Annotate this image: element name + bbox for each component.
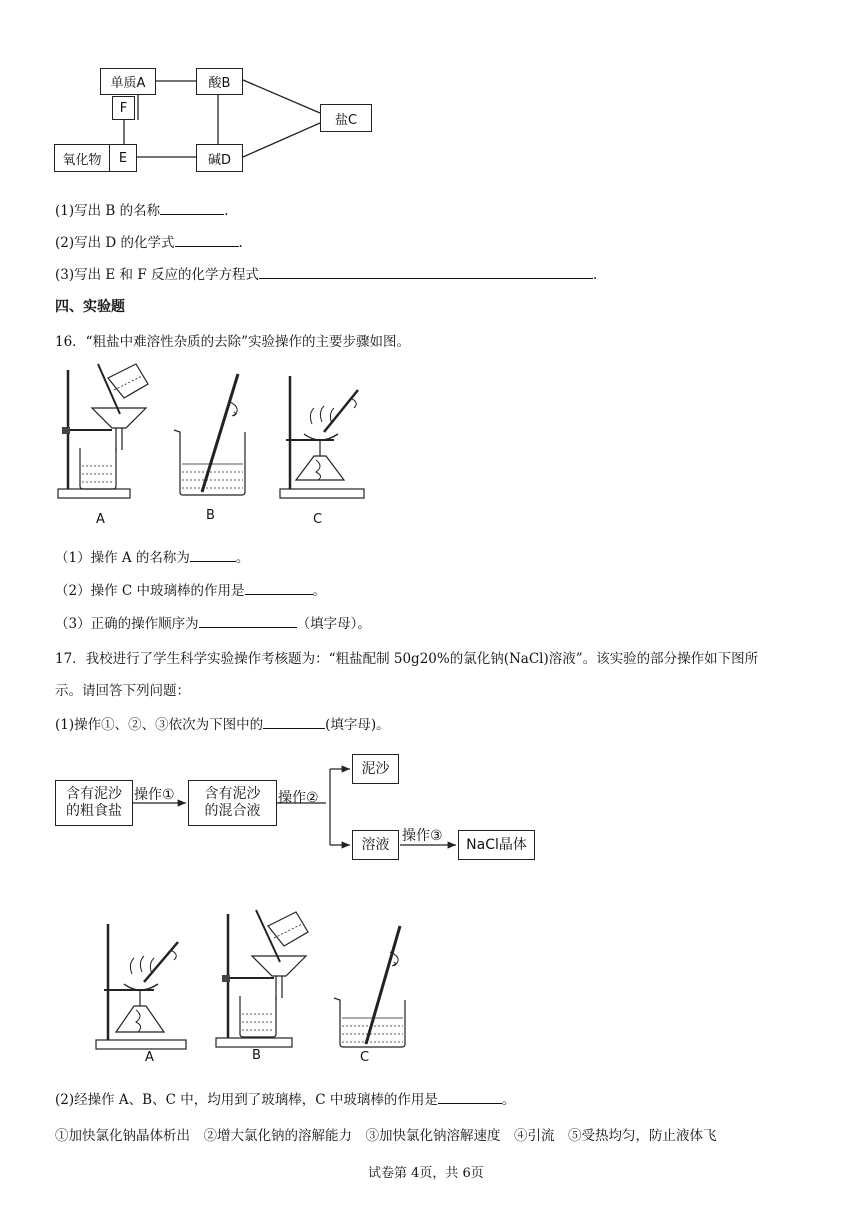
q15-part1-end: . (224, 203, 229, 219)
q16-figure-label-b: B (206, 508, 215, 523)
q17-figure-a-evaporation (92, 910, 202, 1050)
flow-box-crude-salt (55, 780, 133, 826)
q16-figure-label-c: C (313, 512, 323, 527)
box-f: F (112, 96, 135, 120)
q17-part1-text: (1)操作①、②、③依次为下图中的 (55, 717, 264, 733)
flow-op2-label: 操作② (278, 790, 319, 806)
answer-blank[interactable] (438, 1091, 502, 1104)
q17-part2 (55, 1088, 515, 1108)
box-simple-substance-a: 单质A (100, 68, 156, 95)
q17-part2-end: 。 (501, 1092, 516, 1108)
q17-part1-end: (填字母)。 (325, 717, 390, 733)
q17-stem-line1: 17．我校进行了学生科学实验操作考核题为：“粗盐配制 50g20%的氯化钠(NaCl)溶液”。该实验的部分操作如下图所 (55, 651, 759, 667)
q16-part1-text: （1）操作 A 的名称为 (55, 550, 190, 566)
box-base-d: 碱D (196, 144, 243, 172)
q16-part3-end: （填字母）。 (296, 616, 371, 632)
box-salt-c: 盐C (320, 104, 372, 132)
flow-box-crude-salt-line2: 的粗食盐 (66, 803, 122, 819)
flow-box-crude-salt-line1: 含有泥沙 (66, 786, 122, 802)
flow-box-mixture (188, 780, 277, 826)
section-heading: 四、实验题 (55, 299, 125, 315)
q16-part1-end: 。 (235, 550, 250, 566)
q17-figure-c-dissolving (330, 918, 420, 1058)
flow-box-mixture-line2: 的混合液 (204, 803, 261, 819)
flow-box-sand: 泥沙 (352, 754, 399, 784)
q16-figure-label-a: A (96, 512, 105, 527)
q15-part1-text: (1)写出 B 的名称 (55, 203, 161, 219)
q17-stem-line2: 示。请回答下列问题： (55, 683, 190, 699)
q16-stem: 16．“粗盐中难溶性杂质的去除”实验操作的主要步骤如图。 (55, 334, 410, 350)
q17-figure-label-a: A (145, 1050, 154, 1065)
q17-options: ①加快氯化钠晶体析出 ②增大氯化钠的溶解能力 ③加快氯化钠溶解速度 ④引流 ⑤受热均匀，防止液体飞 (55, 1128, 717, 1144)
box-oxide-label: 氧化物 (54, 144, 110, 172)
q17-part2-text: (2)经操作 A、B、C 中，均用到了玻璃棒，C 中玻璃棒的作用是 (55, 1092, 438, 1108)
q15-part3-text: (3)写出 E 和 F 反应的化学方程式 (55, 267, 260, 283)
box-acid-b: 酸B (196, 68, 243, 95)
q17-figure-label-b: B (252, 1048, 261, 1063)
flow-op1-label: 操作① (134, 787, 175, 803)
q15-part3-end: . (593, 267, 598, 283)
q16-part2-text: （2）操作 C 中玻璃棒的作用是 (55, 583, 245, 599)
flow-box-mixture-line1: 含有泥沙 (204, 786, 261, 802)
q17-figure-b-filtration (208, 908, 318, 1048)
q16-part3-text: （3）正确的操作顺序为 (55, 616, 199, 632)
q15-part2-end: . (238, 235, 243, 251)
box-e: E (109, 144, 137, 172)
q17-figure-label-c: C (360, 1050, 370, 1065)
flow-box-nacl-crystal: NaCl晶体 (458, 830, 535, 860)
page-footer: 试卷第 4页，共 6页 (368, 1166, 484, 1181)
q16-part2-end: 。 (312, 583, 327, 599)
flow-box-solution: 溶液 (352, 830, 399, 860)
flow-op3-label: 操作③ (402, 828, 443, 844)
q15-part2-text: (2)写出 D 的化学式 (55, 235, 175, 251)
